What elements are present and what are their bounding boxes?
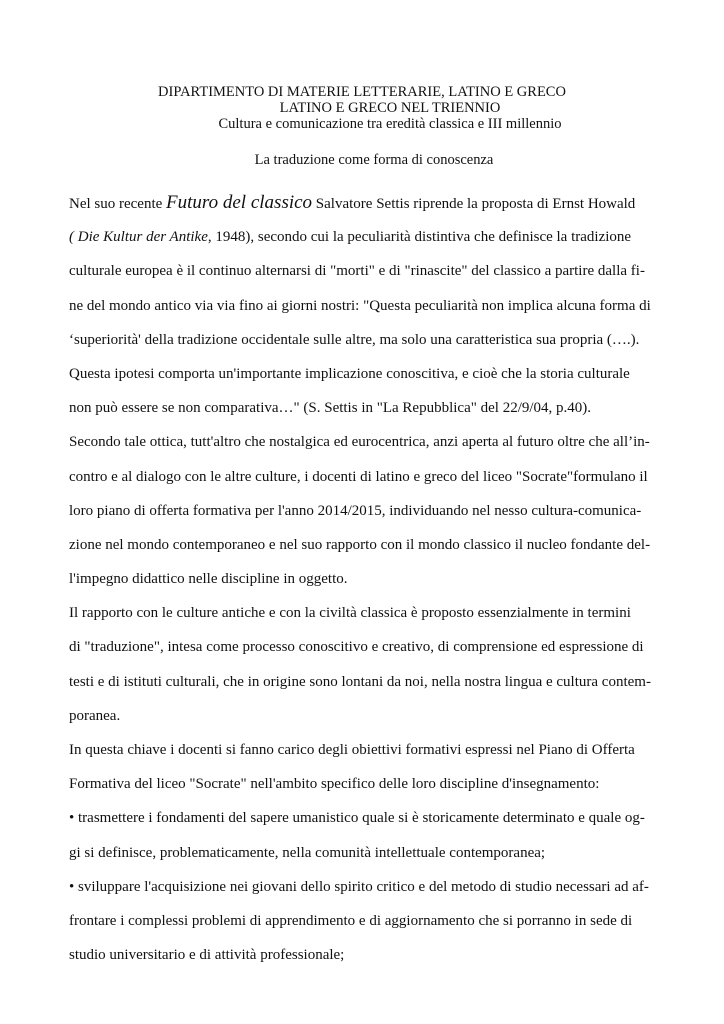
body-line: zione nel mondo contemporaneo e nel suo rapporto con il mondo classico il nucleo fondante del- xyxy=(69,536,651,553)
body-line xyxy=(69,186,645,220)
body-line: di "traduzione", intesa come processo conoscitivo e creativo, di comprensione ed espressione di xyxy=(69,639,644,656)
body-line: ne del mondo antico via via fino ai giorni nostri: "Questa peculiarità non implica alcuna forma di xyxy=(69,297,651,314)
body-line: loro piano di offerta formativa per l'anno 2014/2015, individuando nel nesso cultura-comunica- xyxy=(69,502,642,519)
document-subtitle: La traduzione come forma di conoscenza xyxy=(254,152,494,168)
body-line: Il rapporto con le culture antiche e con la civiltà classica è proposto essenzialmente in termini xyxy=(69,605,631,622)
body-line: non può essere se non comparativa…" (S. Settis in "La Repubblica" del 22/9/04, p.40). xyxy=(69,400,592,417)
body-line: gi si definisce, problematicamente, nella comunità intellettuale contemporanea; xyxy=(69,844,546,861)
body-line: l'impegno didattico nelle discipline in oggetto. xyxy=(69,571,348,588)
body-text-segment: Salvatore Settis riprende la proposta di Ernst Howald xyxy=(312,196,636,212)
document-header xyxy=(0,84,724,132)
body-line xyxy=(69,220,645,254)
book-title: Futuro del classico xyxy=(166,192,313,213)
body-line: Formativa del liceo "Socrate" nell'ambito specifico delle loro discipline d'insegnamento: xyxy=(69,776,600,793)
body-text-segment: Nel suo recente xyxy=(69,196,167,212)
document-body xyxy=(69,186,651,972)
body-line: ‘superiorità' della tradizione occidentale sulle altre, ma solo una caratteristica sua propria (….). xyxy=(69,331,640,348)
bullet-item: • sviluppare l'acquisizione nei giovani dello spirito critico e del metodo di studio necessari ad af- xyxy=(69,878,649,895)
header-course: LATINO E GRECO NEL TRIENNIO xyxy=(279,100,501,116)
body-line: Secondo tale ottica, tutt'altro che nostalgica ed eurocentrica, anzi aperta al futuro oltre che all’in- xyxy=(69,434,650,451)
body-line: testi e di istituti culturali, che in origine sono lontani da noi, nella nostra lingua e cultura contem- xyxy=(69,673,651,690)
cited-work-title: ( Die Kultur der Antike xyxy=(69,229,208,246)
header-theme: Cultura e comunicazione tra eredità classica e III millennio xyxy=(218,116,562,132)
body-line: frontare i complessi problemi di apprendimento e di aggiornamento che si porranno in sede di xyxy=(69,912,633,929)
header-department: DIPARTIMENTO DI MATERIE LETTERARIE, LATINO E GRECO xyxy=(158,84,566,100)
body-line: poranea. xyxy=(69,707,121,724)
body-line: In questa chiave i docenti si fanno carico degli obiettivi formativi espressi nel Piano di Offerta xyxy=(69,742,635,758)
body-line: Questa ipotesi comporta un'importante implicazione conoscitiva, e cioè che la storia culturale xyxy=(69,365,630,382)
body-line: studio universitario e di attività professionale; xyxy=(69,947,345,964)
bullet-item: • trasmettere i fondamenti del sapere umanistico quale si è storicamente determinato e quale og- xyxy=(69,810,645,827)
body-line: culturale europea è il continuo alternarsi di "morti" e di "rinascite" del classico a partire dalla fi- xyxy=(69,263,645,280)
body-text-segment: , 1948), secondo cui la peculiarità distintiva che definisce la tradizione xyxy=(207,229,632,246)
body-line: contro e al dialogo con le altre culture, i docenti di latino e greco del liceo "Socrate"formulano il xyxy=(69,468,648,485)
